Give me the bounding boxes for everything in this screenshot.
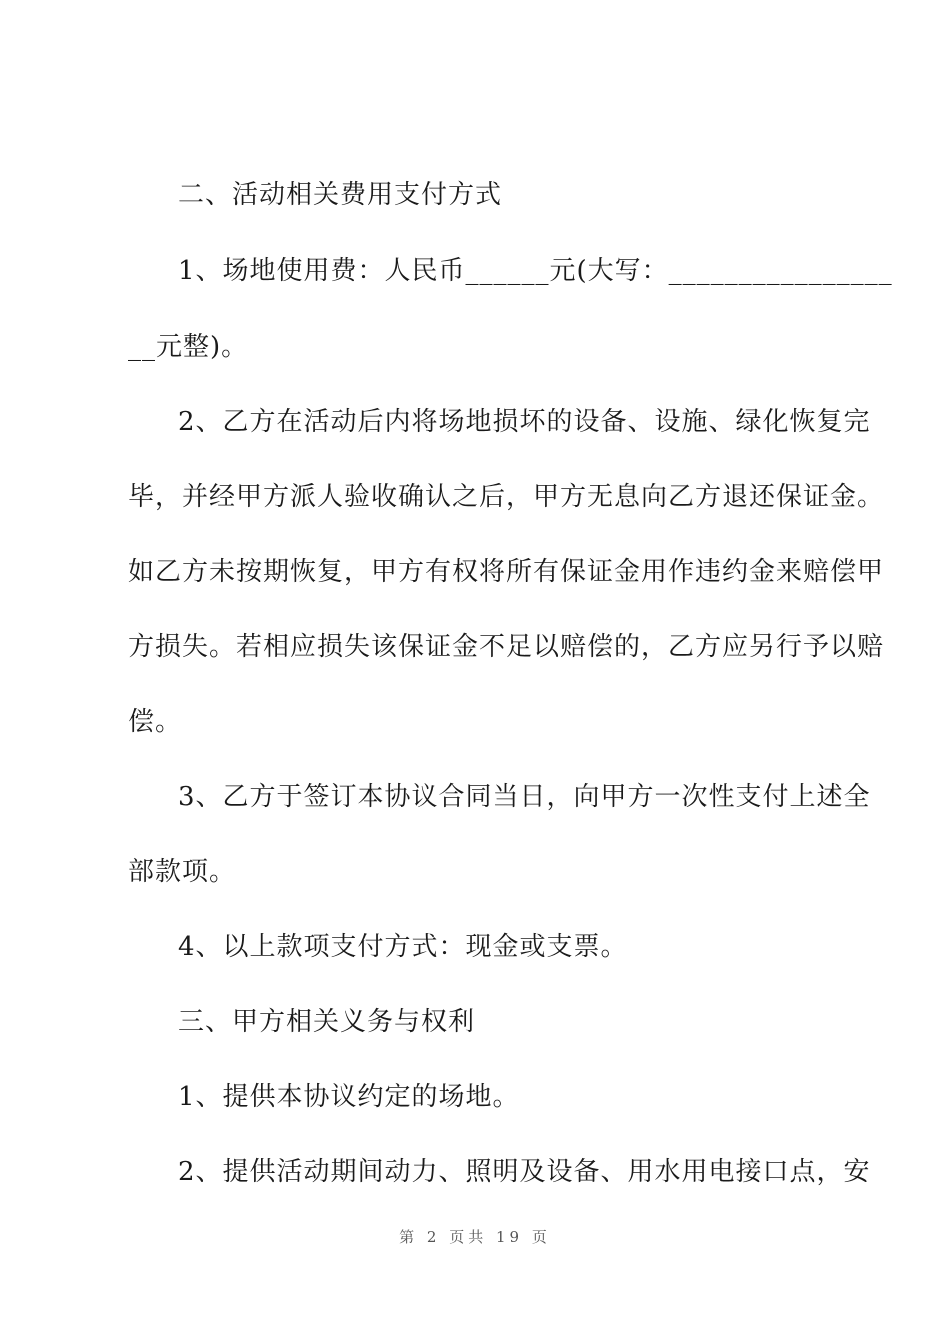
paragraph-line: 3、乙方于签订本协议合同当日，向甲方一次性支付上述全 — [178, 782, 871, 812]
paragraph-line: 毕，并经甲方派人验收确认之后，甲方无息向乙方退还保证金。 — [128, 482, 885, 512]
page-number-footer: 第 2 页共 19 页 — [399, 1228, 551, 1246]
paragraph-line: 4、以上款项支付方式：现金或支票。 — [178, 932, 628, 962]
paragraph-line: 部款项。 — [128, 857, 237, 887]
section-heading-payment: 二、活动相关费用支付方式 — [178, 180, 503, 210]
paragraph-line: 偿。 — [128, 707, 183, 737]
paragraph-line: 1、场地使用费：人民币______元(大写：________________ — [178, 256, 893, 286]
paragraph-line: 1、提供本协议约定的场地。 — [178, 1082, 520, 1112]
paragraph-line: 如乙方未按期恢复，甲方有权将所有保证金用作违约金来赔偿甲 — [128, 557, 885, 587]
paragraph-line: 方损失。若相应损失该保证金不足以赔偿的，乙方应另行予以赔 — [128, 632, 885, 662]
section-heading-obligations: 三、甲方相关义务与权利 — [178, 1007, 476, 1037]
paragraph-line: 2、提供活动期间动力、照明及设备、用水用电接口点，安 — [178, 1157, 871, 1187]
paragraph-line: 2、乙方在活动后内将场地损坏的设备、设施、绿化恢复完 — [178, 407, 871, 437]
paragraph-line: __元整)。 — [128, 332, 249, 362]
